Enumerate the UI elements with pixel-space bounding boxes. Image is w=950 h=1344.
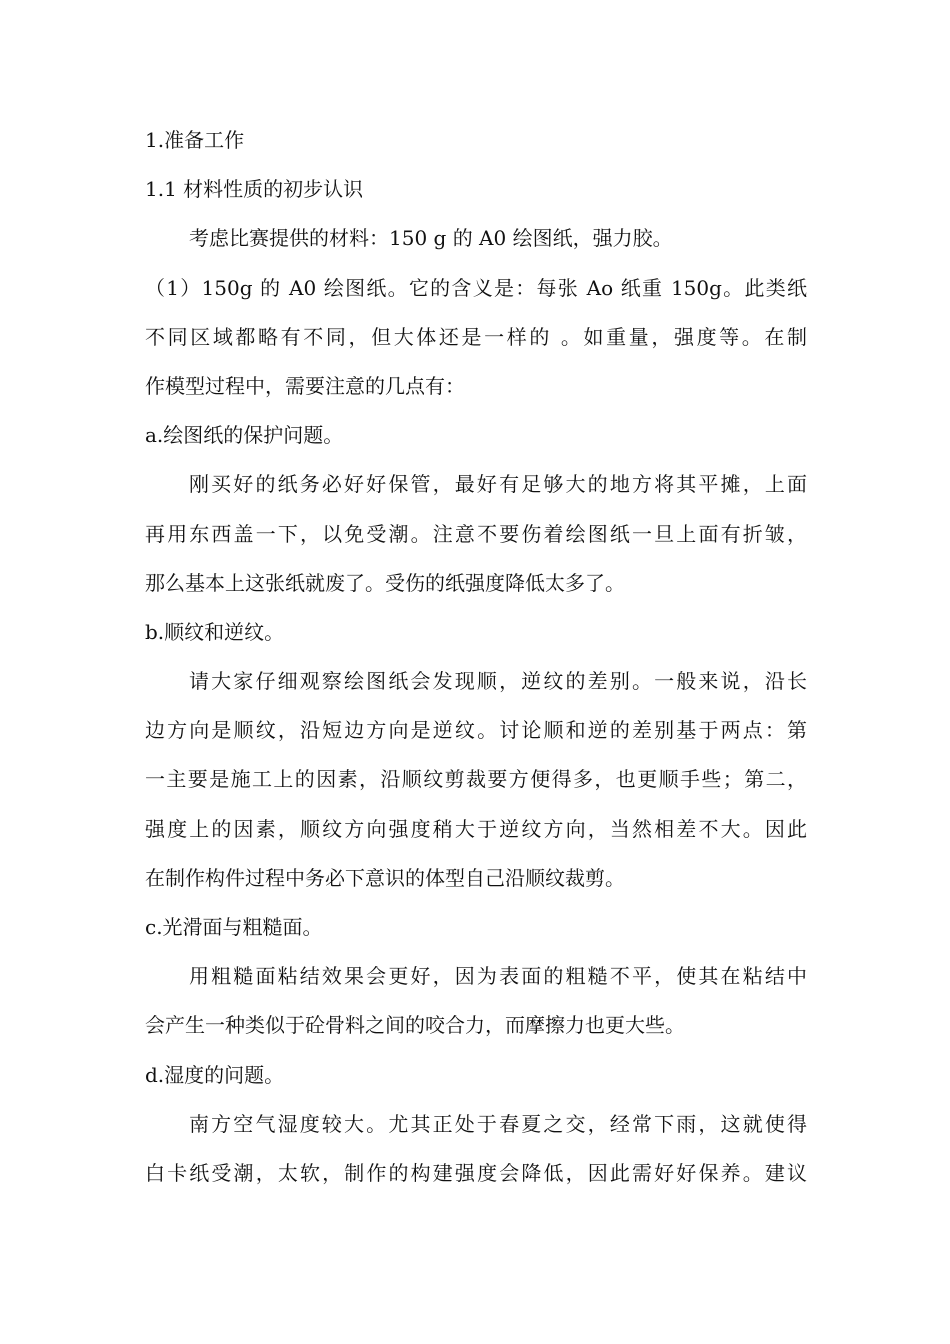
item-heading: a.绘图纸的保护问题。 xyxy=(145,423,344,448)
paragraph-line: 白卡纸受潮，太软，制作的构建强度会降低，因此需好好保养。建议 xyxy=(145,1160,807,1185)
paragraph-line: 会产生一种类似于砼骨料之间的咬合力，而摩擦力也更大些。 xyxy=(145,1013,685,1038)
paragraph-line: 那么基本上这张纸就废了。受伤的纸强度降低太多了。 xyxy=(145,570,625,595)
paragraph-line: 边方向是顺纹，沿短边方向是逆纹。讨论顺和逆的差别基于两点：第 xyxy=(145,718,807,743)
paragraph-line: 用粗糙面粘结效果会更好，因为表面的粗糙不平，使其在粘结中 xyxy=(189,964,807,989)
paragraph-line: 在制作构件过程中务必下意识的体型自己沿顺纹裁剪。 xyxy=(145,865,625,890)
paragraph-line: （1）150g 的 A0 绘图纸。它的含义是：每张 Ao 纸重 150g。此类纸 xyxy=(145,275,807,300)
paragraph-line: 请大家仔细观察绘图纸会发现顺，逆纹的差别。一般来说，沿长 xyxy=(189,669,807,694)
paragraph-line: 强度上的因素，顺纹方向强度稍大于逆纹方向，当然相差不大。因此 xyxy=(145,816,807,841)
paragraph-line: 刚买好的纸务必好好保管，最好有足够大的地方将其平摊，上面 xyxy=(189,472,807,497)
paragraph-line: 不同区域都略有不同，但大体还是一样的 。如重量，强度等。在制 xyxy=(145,324,807,349)
section-heading: 1.准备工作 xyxy=(145,128,245,152)
paragraph-line: 再用东西盖一下，以免受潮。注意不要伤着绘图纸一旦上面有折皱， xyxy=(145,521,807,546)
paragraph-line: 作模型过程中，需要注意的几点有： xyxy=(145,373,465,398)
paragraph-line: 考虑比赛提供的材料：150 g 的 A0 绘图纸，强力胶。 xyxy=(189,226,673,251)
item-heading: c.光滑面与粗糙面。 xyxy=(145,915,323,939)
subsection-heading: 1.1 材料性质的初步认识 xyxy=(145,177,364,202)
item-heading: d.湿度的问题。 xyxy=(145,1062,285,1087)
paragraph-line: 南方空气湿度较大。尤其正处于春夏之交，经常下雨，这就使得 xyxy=(189,1111,807,1136)
document-body xyxy=(145,116,807,1198)
item-heading: b.顺纹和逆纹。 xyxy=(145,619,285,644)
paragraph-line: 一主要是施工上的因素，沿顺纹剪裁要方便得多，也更顺手些；第二， xyxy=(145,767,807,792)
